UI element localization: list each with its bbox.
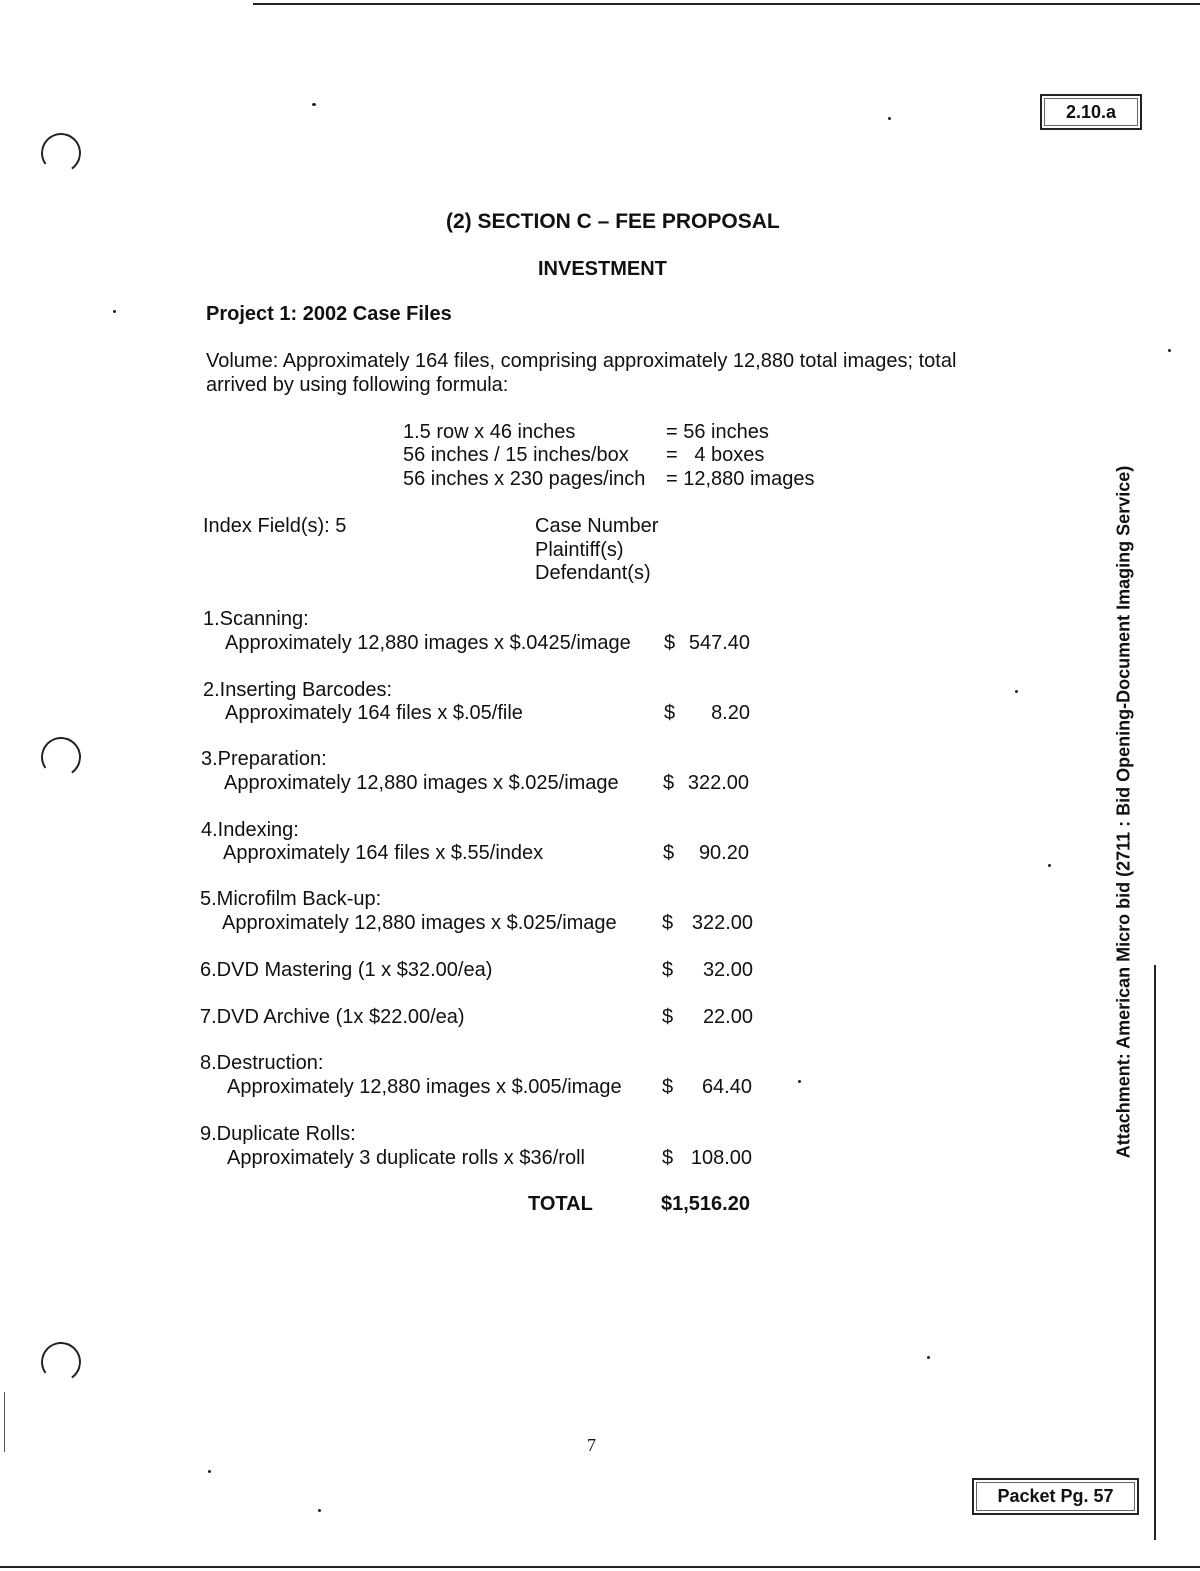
currency-symbol: $	[664, 632, 676, 654]
scan-border-right	[1154, 965, 1156, 1540]
line-item-heading: 1.Scanning:	[203, 608, 309, 630]
line-item-heading: 8.Destruction:	[200, 1052, 324, 1074]
formula-left: 56 inches / 15 inches/box	[403, 444, 629, 466]
currency-symbol: $	[663, 842, 675, 864]
index-field: Plaintiff(s)	[535, 539, 624, 561]
total-value: $1,516.20	[661, 1193, 750, 1215]
scan-speck	[318, 1509, 321, 1512]
amount-value: 8.20	[711, 702, 750, 724]
line-item-detail: Approximately 12,880 images x $.0425/image	[225, 632, 631, 654]
line-item-detail: Approximately 164 files x $.55/index	[223, 842, 544, 864]
project-heading: Project 1: 2002 Case Files	[206, 303, 452, 325]
currency-symbol: $	[662, 912, 674, 934]
attachment-side-note: Attachment: American Micro bid (2711 : Bid Opening-Document Imaging Service)	[1113, 465, 1134, 1159]
page-number: 7	[587, 1435, 596, 1455]
currency-symbol: $	[662, 959, 674, 981]
scan-speck	[927, 1356, 930, 1359]
total-label: TOTAL	[528, 1193, 593, 1215]
formula-right: = 12,880 images	[666, 468, 815, 490]
line-item-heading: 5.Microfilm Back-up:	[200, 888, 382, 910]
line-item-detail: Approximately 164 files x $.05/file	[225, 702, 523, 724]
amount-value: 64.40	[701, 1076, 752, 1098]
formula-right: = 56 inches	[666, 421, 769, 443]
scan-speck	[888, 117, 891, 120]
volume-text: Volume: Approximately 164 files, comprising approximately 12,880 total images; total	[206, 350, 957, 372]
scan-speck	[113, 310, 116, 313]
scan-speck	[798, 1080, 801, 1083]
line-item-heading: 7.DVD Archive (1x $22.00/ea)	[200, 1006, 465, 1028]
scan-speck	[208, 1470, 211, 1473]
line-item-heading: 3.Preparation:	[201, 748, 327, 770]
amount-value: 32.00	[702, 959, 753, 981]
line-item-detail: Approximately 3 duplicate rolls x $36/roll	[227, 1147, 585, 1169]
scan-speck	[1048, 864, 1051, 867]
line-item-heading: 4.Indexing:	[201, 819, 299, 841]
line-item-detail: Approximately 12,880 images x $.025/image	[222, 912, 617, 934]
scan-speck	[312, 103, 316, 106]
formula-left: 1.5 row x 46 inches	[403, 421, 576, 443]
amount-value: 90.20	[698, 842, 749, 864]
currency-symbol: $	[662, 1006, 674, 1028]
scan-border-top	[253, 3, 1200, 5]
line-item-heading: 6.DVD Mastering (1 x $32.00/ea)	[200, 959, 493, 981]
document-id-stamp: 2.10.a	[1040, 94, 1142, 130]
line-item-heading: 9.Duplicate Rolls:	[200, 1123, 356, 1145]
currency-symbol: $	[662, 1076, 674, 1098]
amount-value: 547.40	[688, 632, 750, 654]
formula-right: = 4 boxes	[666, 444, 765, 466]
packet-page-stamp: Packet Pg. 57	[972, 1478, 1139, 1515]
amount-value: 22.00	[702, 1006, 753, 1028]
formula-left: 56 inches x 230 pages/inch	[403, 468, 646, 490]
amount-value: 322.00	[687, 772, 749, 794]
section-title: (2) SECTION C – FEE PROPOSAL	[446, 210, 780, 233]
index-field: Defendant(s)	[535, 562, 651, 584]
scan-border-left	[4, 1392, 5, 1452]
line-item-detail: Approximately 12,880 images x $.005/image	[227, 1076, 622, 1098]
amount-value: 322.00	[691, 912, 753, 934]
punch-hole	[38, 734, 84, 780]
index-fields-label: Index Field(s): 5	[203, 515, 347, 537]
scan-speck	[1015, 690, 1018, 693]
currency-symbol: $	[662, 1147, 674, 1169]
volume-text: arrived by using following formula:	[206, 374, 509, 396]
amount-value: 108.00	[690, 1147, 752, 1169]
scan-border-bottom	[0, 1566, 1200, 1568]
punch-hole	[38, 1339, 84, 1385]
currency-symbol: $	[663, 772, 675, 794]
line-item-detail: Approximately 12,880 images x $.025/image	[224, 772, 619, 794]
scan-speck	[1168, 349, 1171, 352]
section-subtitle: INVESTMENT	[538, 258, 667, 280]
index-field: Case Number	[535, 515, 659, 537]
line-item-heading: 2.Inserting Barcodes:	[203, 679, 392, 701]
punch-hole	[38, 130, 84, 176]
currency-symbol: $	[664, 702, 676, 724]
